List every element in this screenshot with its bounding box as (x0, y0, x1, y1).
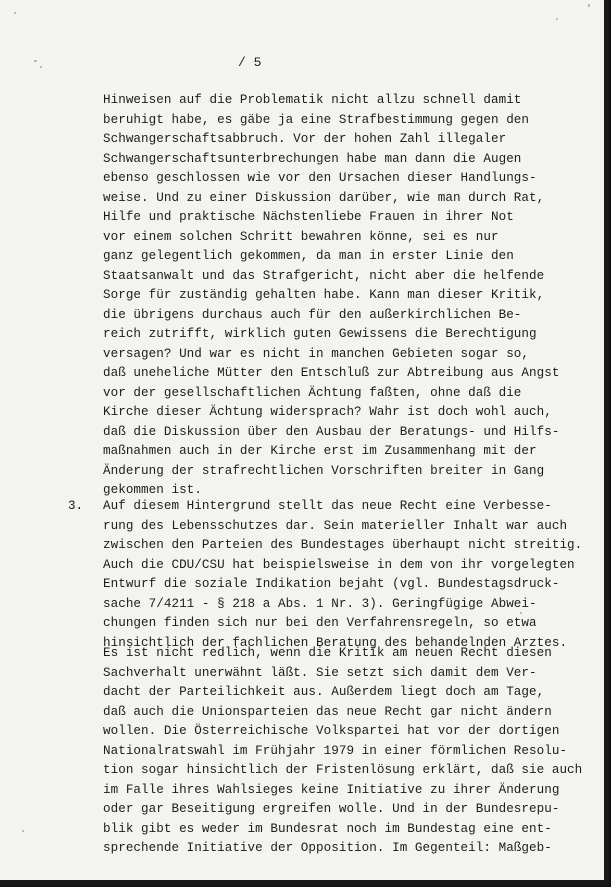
text-line: Auf diesem Hintergrund stellt das neue Recht eine Verbesse- (103, 499, 552, 513)
text-line: Nationalratswahl im Frühjahr 1979 in einer förmlichen Resolu- (103, 743, 568, 758)
text-line: vor einem solchen Schritt bewahren könne, sei es nur (103, 229, 499, 244)
text-line: hinsichtlich der fachlichen Beratung des behandelnden Arztes. (103, 635, 568, 650)
text-line: chungen finden sich nur bei den Verfahrensregeln, so etwa (103, 616, 537, 630)
text-line: daß uneheliche Mütter den Entschluß zur Abtreibung aus Angst (103, 366, 560, 380)
scan-speck (588, 4, 590, 7)
text-line: Entwurf die soziale Indikation bejaht (vgl. Bundestagsdruck- (103, 577, 560, 591)
text-line: Auch die CDU/CSU hat beispielsweise in dem von ihr vorgelegten (103, 557, 575, 572)
text-line: Schwangerschaftsunterbrechungen habe man dann die Augen (103, 151, 522, 166)
text-line: weise. Und zu einer Diskussion darüber, wie man durch Rat, (103, 190, 545, 205)
text-line: rung des Lebensschutzes dar. Sein materieller Inhalt war auch (103, 518, 568, 533)
text-line: reich zutrifft, wirklich guten Gewissens die Berechtigung (103, 327, 537, 341)
text-line: im Falle ihres Wahlsieges keine Initiative zu ihrer Änderung (103, 782, 560, 797)
text-line: ganz gelegentlich gekommen, da man in erster Linie den (103, 249, 514, 263)
text-line: Schwangerschaftsabbruch. Vor der hohen Zahl illegaler (103, 132, 507, 146)
scan-speck (40, 66, 42, 68)
text-line: Staatsanwalt und das Strafgericht, nicht aber die helfende (103, 268, 545, 283)
text-line: Kirche dieser Ächtung widersprach? Wahr ist doch wohl auch, (103, 405, 552, 419)
text-line: sache 7/4211 - § 218 a Abs. 1 Nr. 3). Geringfügige Abwei- (103, 596, 537, 611)
scan-speck (14, 12, 16, 14)
text-line: blik gibt es weder im Bundesrat noch im Bundestag eine ent- (103, 821, 552, 836)
scan-speck (34, 60, 37, 62)
text-line: Sorge für zuständig gehalten habe. Kann man dieser Kritik, (103, 288, 545, 302)
text-line: maßnahmen auch in der Kirche erst im Zusammenhang mit der (103, 444, 537, 458)
paragraph-item-3-continued (103, 644, 582, 859)
text-line: ebenso geschlossen wie vor den Ursachen dieser Handlungs- (103, 171, 537, 185)
paragraph-item-3 (103, 497, 582, 653)
text-line: daß auch die Unionsparteien das neue Recht gar nicht ändern (103, 704, 552, 719)
text-line: wollen. Die Österreichische Volkspartei hat vor der dortigen (103, 724, 560, 738)
text-line: die übrigens durchaus auch für den außerkirchlichen Be- (103, 307, 522, 322)
text-line: Sachverhalt unerwähnt läßt. Sie setzt sich damit dem Ver- (103, 665, 537, 680)
text-line: Änderung der strafrechtlichen Vorschriften breiter in Gang (103, 463, 545, 478)
text-line: vor der gesellschaftlichen Ächtung faßten, ohne daß die (103, 385, 522, 400)
text-line: Es ist nicht redlich, wenn die Kritik am neuen Recht diesen (103, 646, 552, 660)
page-number: / 5 (238, 55, 262, 70)
scan-speck (556, 18, 558, 20)
text-line: sprechende Initiative der Opposition. Im Gegenteil: Maßgeb- (103, 841, 552, 855)
text-line: dacht der Parteilichkeit aus. Außerdem liegt doch am Tage, (103, 685, 545, 699)
paragraph-continuation (103, 91, 559, 501)
text-line: daß die Diskussion über den Ausbau der Beratungs- und Hilfs- (103, 424, 560, 439)
text-line: beruhigt habe, es gäbe ja eine Strafbestimmung gegen den (103, 112, 530, 127)
text-line: Hinweisen auf die Problematik nicht allzu schnell damit (103, 93, 522, 107)
list-item-number: 3. (68, 499, 84, 513)
text-line: versagen? Und war es nicht in manchen Gebieten sogar so, (103, 346, 530, 361)
text-line: gekommen ist. (103, 483, 202, 497)
text-line: tion sogar hinsichtlich der Fristenlösung erklärt, daß sie auch (103, 763, 583, 777)
scan-speck (22, 830, 24, 832)
text-line: zwischen den Parteien des Bundestages überhaupt nicht streitig. (103, 538, 583, 552)
text-line: Hilfe und praktische Nächstenliebe Frauen in ihrer Not (103, 210, 514, 224)
text-line: oder gar Beseitigung ergreifen wolle. Und in der Bundesrepu- (103, 802, 560, 816)
